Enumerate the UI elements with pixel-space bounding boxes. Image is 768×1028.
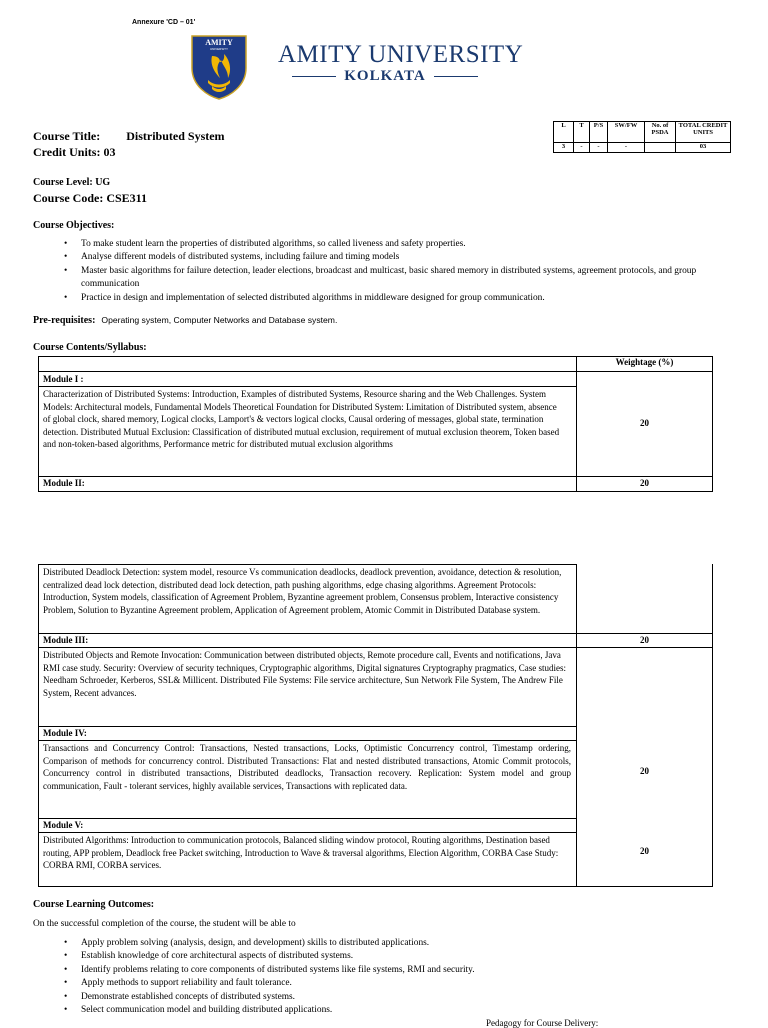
objective-item: • To make student learn the properties of distributed algorithms, so called liveness and safety properties. [64,238,714,251]
ltp-value: 03 [676,143,731,153]
syllabus-heading: Course Contents/Syllabus: [33,342,147,353]
annexure-label: Annexure 'CD – 01' [132,19,196,26]
module-5-text: Distributed Algorithms: Introduction to communication protocols, Balanced sliding window protocol, Routing algorithms, Destination based routing, APP problem, Deadlock free Packet switching, Introduction to Wave & traversal algorithms, Election Algorithm, CORBA Case Study: CORBA RMI, CORBA services. [43,835,559,871]
outcome-item: • Identify problems relating to core components of distributed systems like file systems, RMI and security. [64,964,714,977]
module-1-label: Module I : [43,374,84,384]
ltp-value: - [574,143,590,153]
module-3-weight: 20 [640,635,649,645]
outcomes-intro: On the successful completion of the course, the student will be able to [33,919,296,929]
ltp-header: No. of PSDA [645,122,676,143]
course-title-label: Course Title: [33,129,101,143]
ltp-header: T [574,122,590,143]
outcome-item: • Select communication model and building distributed applications. [64,1004,714,1017]
svg-text:AMITY: AMITY [205,38,233,47]
ltp-value [645,143,676,153]
course-level: Course Level: UG [33,177,111,188]
ltp-value: 3 [554,143,574,153]
prerequisites-value: Operating system, Computer Networks and Database system. [101,315,338,325]
module-4-label: Module IV: [43,728,87,738]
prerequisites-label: Pre-requisites: [33,315,96,326]
objectives-heading: Course Objectives: [33,220,115,231]
outcome-item: • Establish knowledge of core architectural aspects of distributed systems. [64,950,714,963]
module-2-text: Distributed Deadlock Detection: system model, resource Vs communication deadlocks, deadlock prevention, avoidance, detection & resolution, centralized dead lock detection, distributed dead lock detection, path pushing algorithms, edge chasing algorithms. Agreement Protocols: Introduction, System models, classification of Agreement Problem, Byzantine agreement problem, Consensus problem, Interactive consistency Problem, Solution to Byzantine Agreement problem, Application of Agreement problem, Atomic Commit in Distributed Database system. [43,567,562,615]
module-1-text: Characterization of Distributed Systems: Introduction, Examples of distributed Systems, Resource sharing and the Web Challenges. System Models: Architectural models, Fundamental Models Theoretical Foundation for Distributed System: Limitation of Distributed system, absence of global clock, shared memory, Logical clocks, Lamport's & vectors logical clocks, Causal ordering of messages, global state, termination detection. Distributed Mutual Exclusion: Classification of distributed mutual exclusion, requirement of mutual exclusion theorem, Token based and non-token-based algorithms, Performance metric for distributed mutual exclusion algorithms [43,389,560,450]
ltp-header: TOTAL CREDIT UNITS [676,122,731,143]
ltp-value: - [608,143,645,153]
outcomes-heading: Course Learning Outcomes: [33,899,155,910]
module-4-text: Transactions and Concurrency Control: Transactions, Nested transactions, Locks, Optimistic Concurrency control, Timestamp ordering, Comparison of methods for concurrency control. Distributed Transactions: Flat and nested distributed transactions, Atomic Commit protocols, Concurrency control in distributed transactions, Distributed deadlocks, Transaction recovery. Replication: System model and group communication, Fault - tolerant services, highly available services, Transactions with replicated data. [43,743,571,791]
ltp-header: SW/FW [608,122,645,143]
module-4-weight: 20 [640,766,649,776]
module-2-weight: 20 [640,478,649,488]
prerequisites [33,315,337,326]
weightage-header: Weightage (%) [615,357,674,367]
module-5-weight: 20 [640,846,649,856]
module-3-label: Module III: [43,635,89,645]
outcome-item: • Apply problem solving (analysis, design, and development) skills to distributed applications. [64,937,714,950]
ltp-value: - [590,143,608,153]
module-2-label: Module II: [43,478,85,488]
university-city: KOLKATA [280,68,490,85]
course-title [33,129,225,144]
course-title-value: Distributed System [126,129,225,143]
objective-item: • Analyse different models of distributed systems, including failure and timing models [64,251,714,264]
course-code: Course Code: CSE311 [33,191,148,205]
ltp-header: P/S [590,122,608,143]
outcome-item: • Apply methods to support reliability and fault tolerance. [64,977,714,990]
credit-units: Credit Units: 03 [33,145,116,159]
ltp-credit-table [553,121,731,153]
module-3-text: Distributed Objects and Remote Invocation: Communication between distributed objects, Remote procedure call, Events and notifications, Java RMI case study. Security: Overview of security techniques, Cryptographic algorithms, Digital signatures Cryptography pragmatics, Case studies: Needham Schroeder, Kerberos, SSL& Millicent. Distributed File Systems: File service architecture, Sun Network File System, The Andrew File System, Recent advances. [43,650,567,698]
university-name: AMITY UNIVERSITY [278,41,524,68]
amity-logo-icon [190,34,248,100]
objectives-list [64,238,714,305]
objective-item: • Master basic algorithms for failure detection, leader elections, broadcast and multicast, basic shared memory in distributed systems, agreement protocols, and group communication [64,265,714,292]
outcome-item: • Demonstrate established concepts of distributed systems. [64,991,714,1004]
module-5-label: Module V: [43,820,84,830]
svg-text:UNIVERSITY: UNIVERSITY [209,47,229,51]
objective-item: • Practice in design and implementation of selected distributed algorithms in middleware designed for group communication. [64,292,714,305]
outcomes-list [64,937,714,1017]
pedagogy-heading-fragment: Pedagogy for Course Delivery: [486,1018,599,1028]
module-1-weight: 20 [640,418,649,428]
ltp-header: L [554,122,574,143]
